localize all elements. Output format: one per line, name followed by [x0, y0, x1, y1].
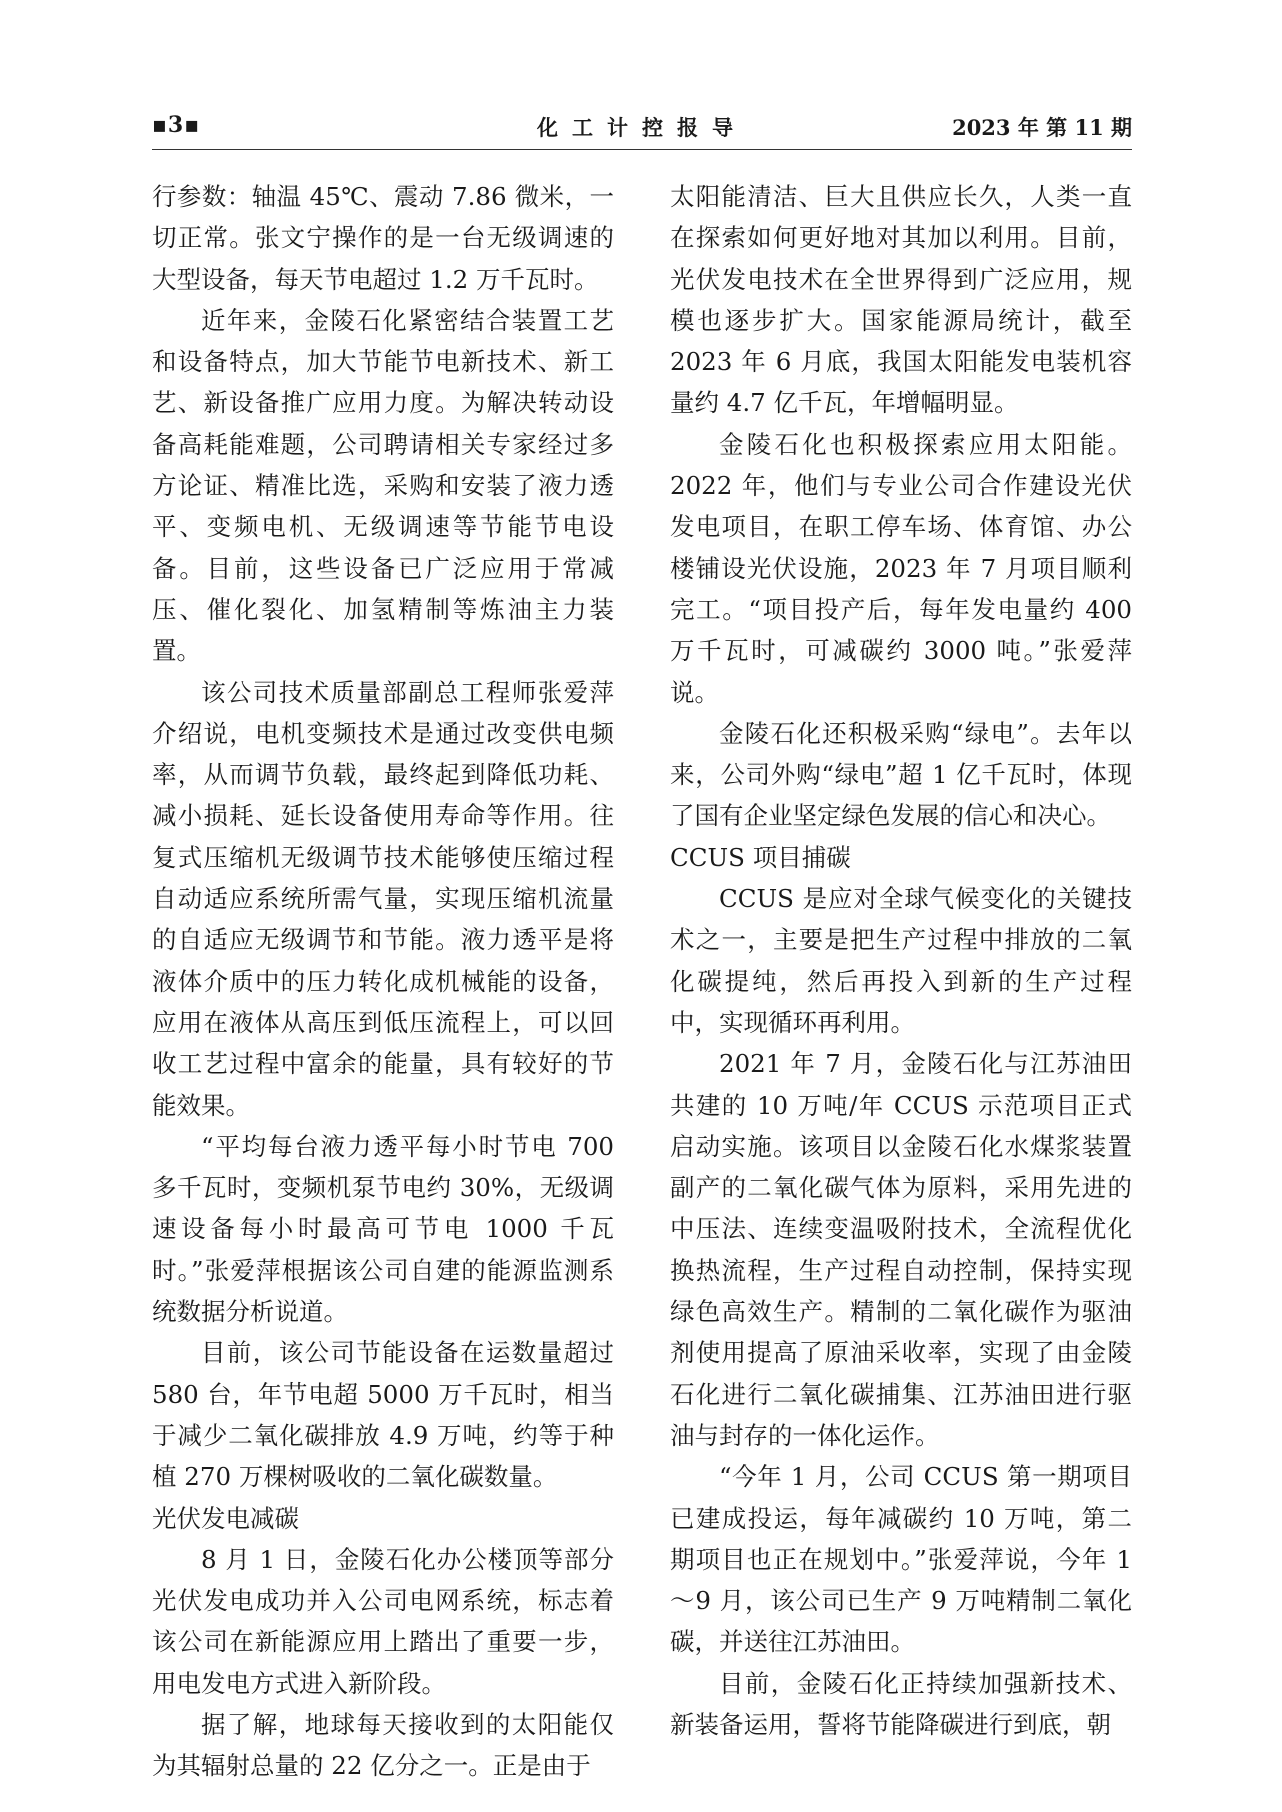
page-number: ▪3▪ [152, 112, 201, 138]
paragraph: 太阳能清洁、巨大且供应长久，人类一直在探索如何更好地对其加以利用。目前，光伏发电技术在全世界得到广泛应用，规模也逐步扩大。国家能源局统计，截至 2023 年 6 月底，我国太阳能发电装机容量约 4.7 亿千瓦，年增幅明显。 [670, 182, 1132, 418]
page-header [152, 104, 1132, 144]
paragraph: 近年来，金陵石化紧密结合装置工艺和设备特点，加大节能节电新技术、新工艺、新设备推广应用力度。为解决转动设备高耗能难题，公司聘请相关专家经过多方论证、精准比选，采购和安装了液力透平、变频电机、无级调速等节能节电设备。目前，这些设备已广泛应用于常减压、催化裂化、加氢精制等炼油主力装置。 [152, 305, 614, 666]
paragraph: 金陵石化还积极采购“绿电”。去年以来，公司外购“绿电”超 1 亿千瓦时，体现了国有企业坚定绿色发展的信心和决心。 [670, 718, 1132, 831]
paragraph: 金陵石化也积极探索应用太阳能。2022 年，他们与专业公司合作建设光伏发电项目，在职工停车场、体育馆、办公楼铺设光伏设施，2023 年 7 月项目顺利完工。“项目投产后，每年发电量约 400 万千瓦时，可减碳约 3000 吨。”张爱萍说。 [670, 429, 1132, 707]
paragraph: 8 月 1 日，金陵石化办公楼顶等部分光伏发电成功并入公司电网系统，标志着该公司在新能源应用上踏出了重要一步，用电发电方式进入新阶段。 [152, 1544, 614, 1698]
issue-label: 2023 年 第 11 期 [952, 115, 1132, 140]
left-column [152, 176, 614, 1787]
paragraph: “今年 1 月，公司 CCUS 第一期项目已建成投运，每年减碳约 10 万吨，第二期项目也正在规划中。”张爱萍说，今年 1～9 月，该公司已生产 9 万吨精制二氧化碳，并送往江苏油田。 [670, 1462, 1132, 1657]
paragraph: 目前，该公司节能设备在运数量超过 580 台，年节电超 5000 万千瓦时，相当于减少二氧化碳排放 4.9 万吨，约等于种植 270 万棵树吸收的二氧化碳数量。 [152, 1338, 614, 1492]
paragraph: CCUS 是应对全球气候变化的关键技术之一，主要是把生产过程中排放的二氧化碳提纯，然后再投入到新的生产过程中，实现循环再利用。 [670, 884, 1132, 1037]
paragraph: “平均每台液力透平每小时节电 700 多千瓦时，变频机泵节电约 30%，无级调速设备每小时最高可节电 1000 千瓦时。”张爱萍根据该公司自建的能源监测系统数据分析说道。 [152, 1131, 614, 1327]
paragraph: 行参数：轴温 45℃、震动 7.86 微米，一切正常。张文宁操作的是一台无级调速的大型设备，每天节电超过 1.2 万千瓦时。 [152, 182, 614, 294]
paragraph: 据了解，地球每天接收到的太阳能仅为其辐射总量的 22 亿分之一。正是由于 [152, 1709, 614, 1781]
paragraph: 2021 年 7 月，金陵石化与江苏油田共建的 10 万吨/年 CCUS 示范项目正式启动实施。该项目以金陵石化水煤浆装置副产的二氧化碳气体为原料，采用先进的中压法、连续变温吸附技术，全流程优化换热流程，生产过程自动控制，保持实现绿色高效生产。精制的二氧化碳作为驱油剂使用提高了原油采收率，实现了由金陵石化进行二氧化碳捕集、江苏油田进行驱油与封存的一体化运作。 [670, 1049, 1132, 1450]
paragraph: 目前，金陵石化正持续加强新技术、新装备运用，誓将节能降碳进行到底，朝 [670, 1668, 1132, 1739]
section-heading: 光伏发电减碳 [152, 1503, 299, 1533]
right-column [670, 176, 1132, 1745]
header-rule [152, 149, 1132, 150]
section-heading: CCUS 项目捕碳 [670, 842, 851, 872]
paragraph: 该公司技术质量部副总工程师张爱萍介绍说，电机变频技术是通过改变供电频率，从而调节负载，最终起到降低功耗、减小损耗、延长设备使用寿命等作用。往复式压缩机无级调节技术能够使压缩过程自动适应系统所需气量，实现压缩机流量的自适应无级调节和节能。液力透平是将液体介质中的压力转化成机械能的设备，应用在液体从高压到低压流程上，可以回收工艺过程中富余的能量，具有较好的节能效果。 [152, 677, 614, 1120]
journal-title: 化工计控报导 [537, 115, 747, 140]
